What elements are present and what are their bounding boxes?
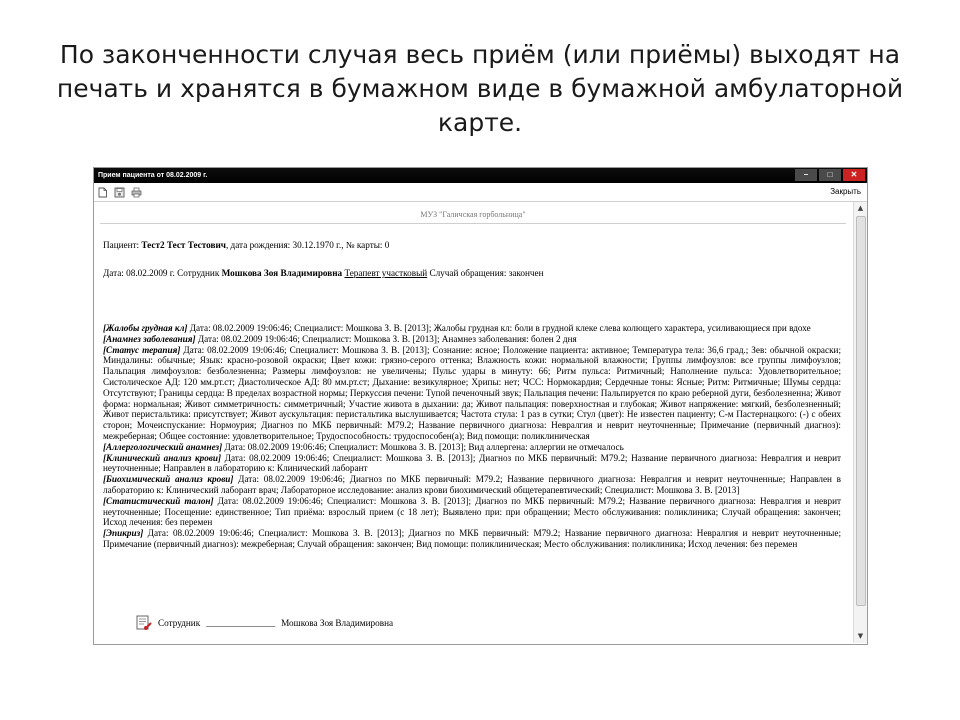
signature-blank: _______________ [206,617,276,628]
employee-role-link[interactable]: Терапевт участковый [344,268,428,278]
record-text: Дата: 08.02.2009 19:06:46; Специалист: Мошкова З. В. [2013]; Диагноз по МКБ первичный: М79.2; Название первичного диагноза: Невралгия и неврит неуточненные; Примечание (первичный диагноз): межреберная; Случай обращения: закончен; Вид помощи: поликлиническая; Место обслуживания: поликлиника; Исход лечения: без перемен [103,528,841,549]
record-header: [Жалобы грудная кл] [103,323,188,333]
record-status [103,345,841,442]
new-document-icon[interactable] [97,187,108,198]
scrollbar-thumb[interactable] [856,216,866,606]
scroll-down-icon[interactable]: ▼ [857,632,864,640]
signature-icon[interactable] [136,615,152,631]
slide-title-line: печать и хранятся в бумажном виде в бумажной амбулаторной [56,74,904,103]
scroll-up-icon[interactable]: ▲ [857,204,864,212]
record-text: Дата: 08.02.2009 19:06:46; Специалист: Мошкова З. В. [2013]; Вид аллергена: аллергии не отмечалось [222,441,624,452]
document-body [94,202,852,643]
patient-details: , дата рождения: 30.12.1970 г., № карты: 0 [225,240,390,250]
window-controls [795,169,865,181]
slide-title-line: карте. [437,108,523,137]
record-text: Дата: 08.02.2009 19:06:46; Диагноз по МКБ первичный: М79.2; Название первичного диагноза: Невралгия и неврит неуточненные; Направлен в лабораторию к: Клинический лаборант врач; Лабораторное исследование: анализ крови биохимический общетерапевтический; Специалист: Мошкова З. В. [2013] [103,474,841,495]
record-header: [Анамнез заболевания] [103,333,196,344]
window-titlebar [94,168,867,183]
organization-name: МУЗ "Галичская горбольница" [420,210,526,219]
visit-window [93,167,868,645]
record-anamnesis [103,334,841,345]
patient-label: Пациент: [103,240,140,250]
record-header: [Аллергологический анамнез] [103,441,223,452]
record-header: [Биохимический анализ крови] [103,474,234,485]
patient-name: Тест2 Тест Тестович [141,240,226,250]
record-header: [Статус терапия] [103,344,181,355]
visit-date: Дата: 08.02.2009 г. Сотрудник [103,268,220,278]
record-epicrisis [103,528,841,550]
record-header: [Клинический анализ крови] [103,452,222,463]
signature-name: Мошкова Зоя Владимировна [281,617,394,628]
minimize-icon[interactable]: – [795,169,817,181]
record-header: [Статистический талон] [103,495,214,506]
vertical-scrollbar[interactable] [853,202,867,643]
slide-title-line: По законченности случая весь приём (или приёмы) выходят на [59,40,901,69]
record-text: Дата: 08.02.2009 19:06:46; Специалист: Мошкова З. В. [2013]; Сознание: ясное; Положение пациента: активное; Температура тела: 36,6 град.; Зев: обычной окраски; Миндалины: обычные; Язык: красно-розовой окраски; Цвет кожи: грязно-серого оттенка; Влажность кожи: нормальной влажности; Группы лимфоузлов: все группы лимфоузлов; Пальпация лимфоузлов: безболезненна; Размеры лимфоузлов: не увеличены; Пульс удары в минуту: 66; Ритм пульса: Ритмичный; Наполнение пульса: Удовлетворительное; Систолическое АД: 120 мм.рт.ст; Диастолическое АД: 80 мм.рт.ст; Дыхание: везикулярное; Хрипы: нет; ЧСС: Нормокардия; Сердечные тоны: Ясные; Ритм: Ритмичные; Шумы сердца: Отсутствуют; Границы сердца: В пределах возрастной нормы; Перкуссия печени: Тупой печеночный звук; Пальпация печени: Пальпируется по краю реберной дуги, безболезненна; Живот форма: нормальная; Живот симметричность: симметричный; Участие живота в дыхании: да; Живот пальпация: поверхностная и глубокая; Живот напряжение: мягкий, безболезненный; Живот перистальтика: присутствует; Живот аускультация: перистальтика выслушивается; Частота стула: 1 раз в сутки; Стул (цвет): Не известен пациенту; С-м Пастернацкого: (-) с обеих сторон; Мочеиспускание: Нормоурия; Диагноз по МКБ первичный: М79.2; Название первичного диагноза: Невралгия и неврит неуточненные; Примечание (первичный диагноз): межреберная; Общее состояние: удовлетворительное; Трудоспособность: трудоспособен(а); Вид помощи: поликлиническая [103,344,842,441]
header-divider [100,223,846,224]
record-text: Дата: 08.02.2009 19:06:46; Специалист: Мошкова З. В. [2013]; Диагноз по МКБ первичный: М79.2; Название первичного диагноза: Невралгия и неврит неуточненные; Направлен в лабораторию к: Клинический лаборант [103,452,841,474]
record-text: Дата: 08.02.2009 19:06:46; Специалист: Мошкова З. В. [2013]; Анамнез заболевания: болен 2 дня [195,333,577,344]
record-complaints [103,323,841,334]
case-status: Случай обращения: закончен [429,268,544,278]
record-blood-test [103,453,841,475]
record-statistics [103,496,841,528]
maximize-icon[interactable]: □ [819,169,841,181]
signature-label: Сотрудник [158,617,201,628]
toolbar [94,183,867,202]
record-header: [Эпикриз] [103,528,144,539]
close-link[interactable]: Закрыть [830,187,861,196]
signature-line [136,615,393,631]
slide-title [40,38,920,140]
record-biochemistry [103,474,841,496]
close-icon[interactable]: ✕ [843,169,865,181]
record-text: Дата: 08.02.2009 19:06:46; Специалист: Мошкова З. В. [2013]; Диагноз по МКБ первичный: М79.2; Название первичного диагноза: Невралгия и неврит неуточненные; Посещение: единственное; Тип приёма: взрослый прием (с 18 лет); Выявлено при: при обращении; Место обслуживания: поликлиника; Случай обращения: закончен; Исход лечения: без перемен [103,495,841,528]
visit-line [103,268,544,279]
patient-line [103,240,389,251]
window-title: Прием пациента от 08.02.2009 г. [98,172,208,179]
employee-name: Мошкова Зоя Владимировна [221,268,343,278]
print-icon[interactable] [131,187,142,198]
records-list [103,323,841,550]
save-icon[interactable] [114,187,125,198]
record-allergy [103,442,841,453]
record-text: Дата: 08.02.2009 19:06:46; Специалист: Мошкова З. В. [2013]; Жалобы грудная кл: боли в грудной клеке слева колющего характера, усиливающиеся при вдохе [187,323,811,333]
